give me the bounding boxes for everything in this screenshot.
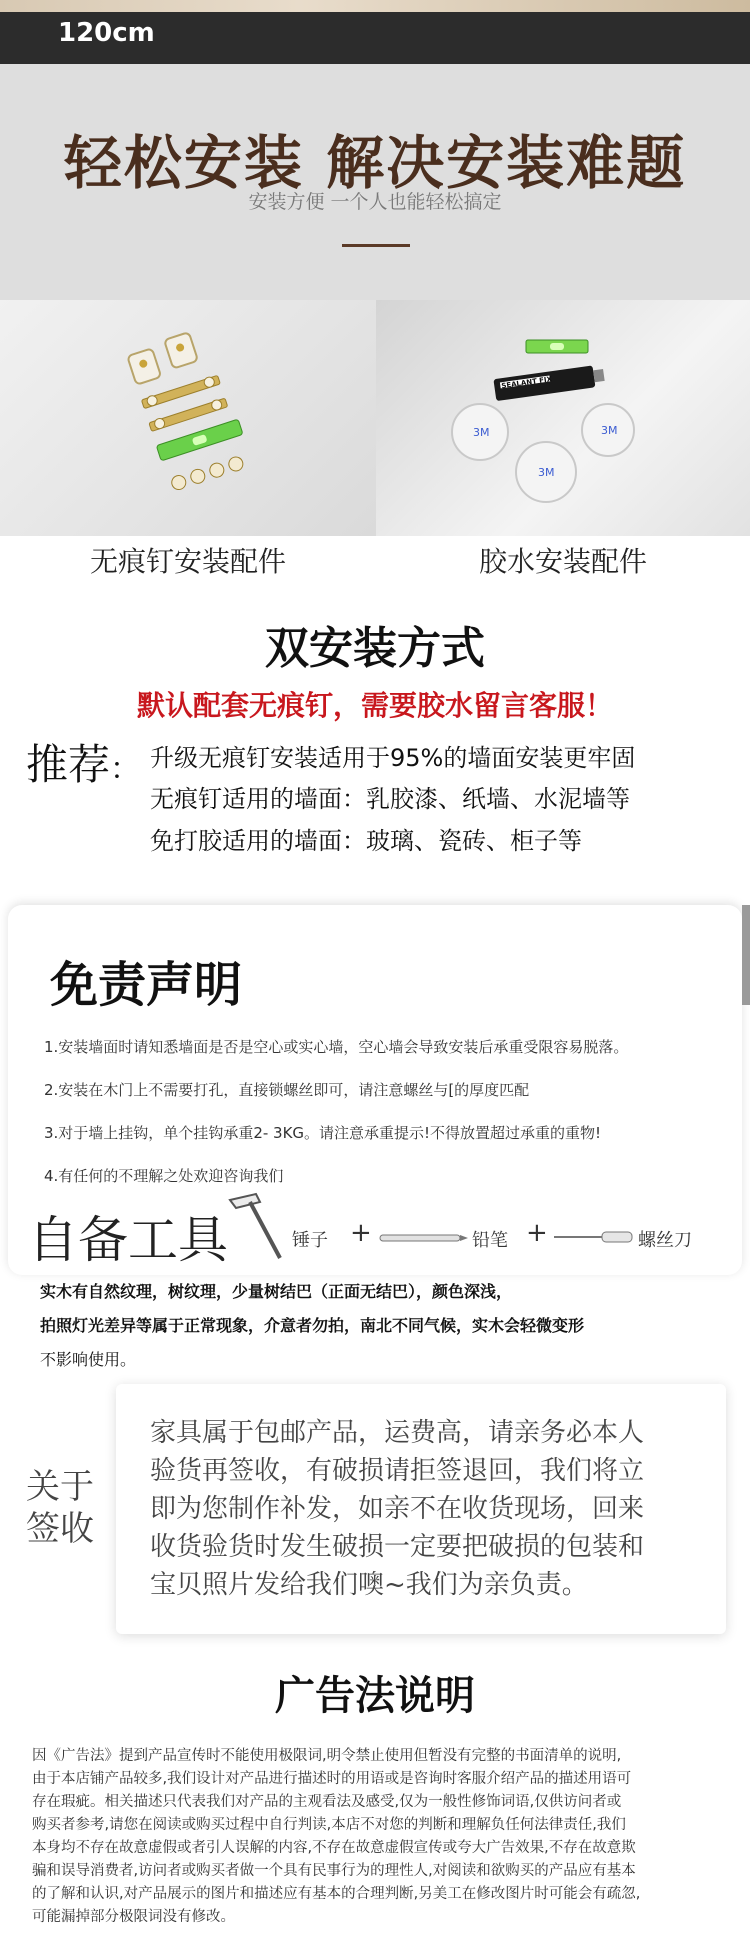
top-strip	[0, 0, 750, 64]
recommend-text: 推荐	[26, 740, 111, 789]
tube-label: SEALANT FIX	[500, 375, 553, 391]
receipt-line-4: 收货验货时发生破损一定要把破损的包装和	[150, 1532, 645, 1562]
plus-sign-2: +	[526, 1218, 548, 1248]
wood-note-line-3: 不影响使用。	[40, 1350, 137, 1369]
receipt-line-3: 即为您制作补发，如亲不在收货现场，回来	[150, 1494, 645, 1524]
ad-law-line-8: 可能漏掉部分极限词没有修改。	[32, 1909, 235, 1925]
default-accessory-note: 默认配套无痕钉，需要胶水留言客服！	[136, 689, 613, 722]
plus-sign-1: +	[350, 1218, 372, 1248]
recommend-colon: ：	[110, 752, 141, 787]
receipt-line-1: 家具属于包邮产品，运费高，请亲务必本人	[150, 1418, 645, 1448]
sticker-label-3: 3M	[538, 466, 555, 479]
glue-kit-illustration	[376, 300, 750, 536]
disclaimer-title: 免责声明	[50, 957, 243, 1013]
receipt-line-5: 宝贝照片发给我们噢~我们为亲负责。	[150, 1570, 588, 1600]
ad-law-line-6: 骗和误导消费者,访问者或购买者做一个具有民事行为的理性人,对阅读和欲购买的产品应有基本	[32, 1863, 636, 1879]
pencil-icon	[378, 1232, 470, 1244]
dual-mount-title: 双安装方式	[265, 623, 485, 674]
nail-kit-caption: 无痕钉安装配件	[89, 545, 286, 578]
disclaimer-item-2: 2.安装在木门上不需要打孔，直接锁螺丝即可，请注意螺丝与[的厚度匹配	[44, 1081, 530, 1099]
ad-law-line-7: 的了解和认识,对产品展示的图片和描述应有基本的合理判断,另美工在修改图片时可能会有疏忽,	[32, 1886, 641, 1902]
wood-note-line-1: 实木有自然纹理，树纹理，少量树结巴（正面无结巴），颜色深浅，	[40, 1282, 513, 1301]
disclaimer-item-1: 1.安装墙面时请知悉墙面是否是空心或实心墙，空心墙会导致安装后承重受限容易脱落。	[44, 1038, 629, 1056]
size-label: 120cm	[58, 18, 155, 48]
nail-kit-illustration	[0, 300, 376, 536]
glue-kit-photo	[376, 300, 750, 536]
wood-edge	[0, 0, 750, 12]
hero-divider	[342, 244, 410, 247]
nail-kit-photo	[0, 300, 376, 536]
hero-subtitle: 安装方便 一个人也能轻松搞定	[248, 191, 502, 213]
hammer-icon	[226, 1192, 286, 1264]
ad-law-line-2: 由于本店铺产品较多,我们设计对产品进行描述时的用语或是咨询时客服介绍产品的描述用语可	[32, 1771, 632, 1787]
ad-law-line-4: 购买者参考,请您在阅读或购买过程中自行判读,本店不对您的判断和理解负任何法律责任,我们	[32, 1817, 626, 1833]
hero-banner	[0, 64, 750, 300]
ad-law-line-5: 本身均不存在故意虚假或者引人误解的内容,不存在故意虚假宣传或夸大广告效果,不存在故意欺	[32, 1840, 636, 1856]
recommend-label	[26, 732, 140, 792]
disclaimer-item-3: 3.对于墙上挂钩，单个挂钩承重2- 3KG。请注意承重提示!不得放置超过承重的重物!	[44, 1124, 602, 1142]
recommend-line-1: 升级无痕钉安装适用于95%的墙面安装更牢固	[150, 744, 636, 772]
receipt-label: 关于签收	[26, 1467, 94, 1549]
receipt-line-2: 验货再签收，有破损请拒签退回，我们将立	[150, 1456, 645, 1486]
recommend-line-3: 免打胶适用的墙面：玻璃、瓷砖、柜子等	[150, 827, 582, 855]
recommend-line-2: 无痕钉适用的墙面：乳胶漆、纸墙、水泥墙等	[150, 785, 630, 813]
tool-screwdriver-label: 螺丝刀	[638, 1230, 692, 1251]
hero-title: 轻松安装 解决安装难题	[63, 129, 687, 197]
disclaimer-item-4: 4.有任何的不理解之处欢迎咨询我们	[44, 1167, 284, 1185]
ad-law-title: 广告法说明	[275, 1673, 475, 1719]
screwdriver-icon	[552, 1230, 634, 1244]
tool-pencil-label: 铅笔	[472, 1230, 508, 1251]
sticker-label-2: 3M	[601, 424, 618, 437]
sticker-label-1: 3M	[473, 426, 490, 439]
wood-note-line-2: 拍照灯光差异等属于正常现象，介意者勿拍，南北不同气候，实木会轻微变形	[40, 1316, 585, 1335]
glue-kit-caption: 胶水安装配件	[478, 545, 647, 578]
ad-law-line-3: 存在瑕疵。相关描述只代表我们对产品的主观看法及感受,仅为一般性修饰词语,仅供访问者或	[32, 1794, 622, 1810]
tools-title: 自备工具	[28, 1211, 228, 1269]
ad-law-line-1: 因《广告法》提到产品宣传时不能使用极限词,明令禁止使用但暂没有完整的书面清单的说明,	[32, 1748, 622, 1764]
card-edge-shadow	[742, 905, 750, 1005]
tool-hammer-label: 锤子	[292, 1230, 328, 1251]
